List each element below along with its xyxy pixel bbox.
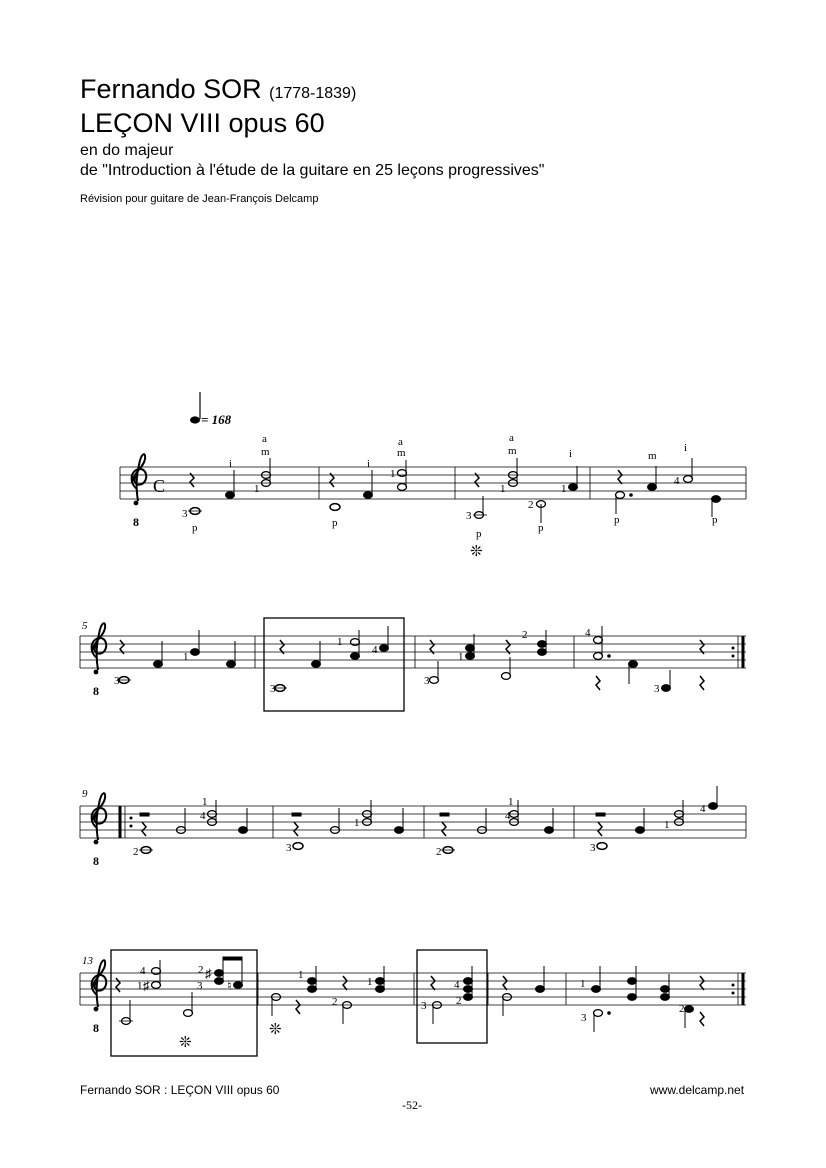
svg-text:p: p	[712, 514, 718, 526]
treble-clef-icon	[92, 960, 107, 1011]
svg-text:1: 1	[508, 796, 514, 808]
svg-text:m: m	[508, 445, 517, 457]
tempo-marking	[190, 392, 232, 427]
composer-dates: (1778-1839)	[269, 85, 357, 102]
svg-text:p: p	[192, 522, 198, 534]
svg-text:2: 2	[456, 995, 462, 1007]
svg-text:a: a	[262, 433, 267, 445]
svg-text:1: 1	[390, 468, 396, 480]
svg-text:p: p	[614, 514, 620, 526]
time-signature: C	[153, 476, 166, 496]
measure-number: 9	[82, 788, 88, 800]
svg-text:1: 1	[580, 978, 586, 990]
svg-text:i: i	[569, 448, 573, 460]
svg-text:p: p	[538, 522, 544, 534]
svg-text:2: 2	[522, 629, 528, 641]
svg-text:m: m	[261, 446, 270, 458]
system-4	[80, 950, 746, 1056]
measure-number: 5	[82, 620, 88, 632]
svg-text:a: a	[509, 432, 514, 444]
svg-text:1: 1	[183, 651, 189, 663]
svg-text:3: 3	[421, 1000, 427, 1012]
footer-left: Fernando SOR : LEÇON VIII opus 60	[80, 1083, 280, 1097]
svg-text:4: 4	[372, 644, 378, 656]
footer-website: www.delcamp.net	[650, 1083, 745, 1097]
svg-text:3: 3	[286, 842, 292, 854]
svg-text:2: 2	[528, 499, 534, 511]
work-title: LEÇON VIII opus 60	[80, 108, 325, 138]
system-3	[80, 786, 746, 868]
svg-text:i: i	[229, 458, 233, 470]
system-2	[80, 618, 746, 711]
tempo-value: = 168	[201, 412, 232, 427]
svg-text:1: 1	[298, 969, 304, 981]
svg-text:4: 4	[140, 965, 146, 977]
treble-clef-icon	[132, 454, 147, 505]
svg-text:m: m	[648, 450, 657, 462]
svg-text:8: 8	[93, 684, 99, 698]
svg-text:3: 3	[581, 1012, 587, 1024]
svg-text:i: i	[367, 458, 371, 470]
svg-text:3: 3	[114, 675, 120, 687]
svg-text:2: 2	[679, 1003, 685, 1015]
svg-text:2: 2	[332, 996, 338, 1008]
svg-text:1: 1	[254, 483, 260, 495]
svg-text:p: p	[332, 517, 338, 529]
svg-text:1: 1	[367, 976, 373, 988]
svg-text:3: 3	[654, 683, 660, 695]
svg-text:2: 2	[436, 846, 442, 858]
revision-credit: Révision pour guitare de Jean-François Delcamp	[80, 193, 319, 205]
rehearsal-symbol: ❊	[470, 543, 483, 560]
key-subtitle: en do majeur	[80, 142, 174, 159]
system-1	[120, 432, 746, 560]
svg-text:8: 8	[93, 854, 99, 868]
svg-text:1: 1	[354, 817, 360, 829]
svg-text:♯: ♯	[205, 966, 212, 981]
highlight-box	[417, 950, 487, 1043]
treble-clef-icon	[92, 623, 107, 674]
measure-number: 13	[82, 955, 93, 967]
svg-text:3: 3	[197, 980, 203, 992]
svg-text:1: 1	[561, 483, 567, 495]
svg-text:2: 2	[133, 846, 139, 858]
svg-text:3: 3	[466, 510, 472, 522]
octave-mark: 8	[133, 515, 139, 529]
page-number: -52-	[402, 1098, 422, 1112]
svg-text:4: 4	[505, 810, 511, 822]
rehearsal-symbol: ❊	[179, 1034, 192, 1051]
highlight-box	[264, 618, 404, 711]
svg-text:i: i	[684, 442, 688, 454]
svg-text:4: 4	[454, 979, 460, 991]
svg-text:a: a	[398, 436, 403, 448]
svg-text:3: 3	[182, 508, 188, 520]
svg-text:4: 4	[700, 803, 706, 815]
svg-text:8: 8	[93, 1021, 99, 1035]
svg-text:3: 3	[424, 675, 430, 687]
svg-text:♮: ♮	[227, 978, 232, 993]
svg-text:♯: ♯	[143, 978, 150, 993]
svg-text:1: 1	[337, 636, 343, 648]
svg-text:4: 4	[200, 810, 206, 822]
svg-text:3: 3	[590, 842, 596, 854]
svg-text:m: m	[397, 447, 406, 459]
collection-subtitle: de "Introduction à l'étude de la guitare en 25 leçons progressives"	[80, 162, 545, 179]
treble-clef-icon	[92, 793, 107, 844]
svg-text:2: 2	[198, 964, 204, 976]
svg-text:1: 1	[664, 819, 670, 831]
svg-text:1: 1	[458, 651, 464, 663]
svg-text:4: 4	[585, 627, 591, 639]
svg-text:p: p	[476, 528, 482, 540]
svg-text:3: 3	[270, 683, 276, 695]
svg-text:1: 1	[202, 796, 208, 808]
composer-title: Fernando SOR (1778-1839)	[80, 74, 357, 104]
rehearsal-symbol: ❊	[269, 1021, 282, 1038]
svg-text:4: 4	[674, 475, 680, 487]
svg-text:1: 1	[137, 980, 143, 992]
svg-text:1: 1	[500, 483, 506, 495]
